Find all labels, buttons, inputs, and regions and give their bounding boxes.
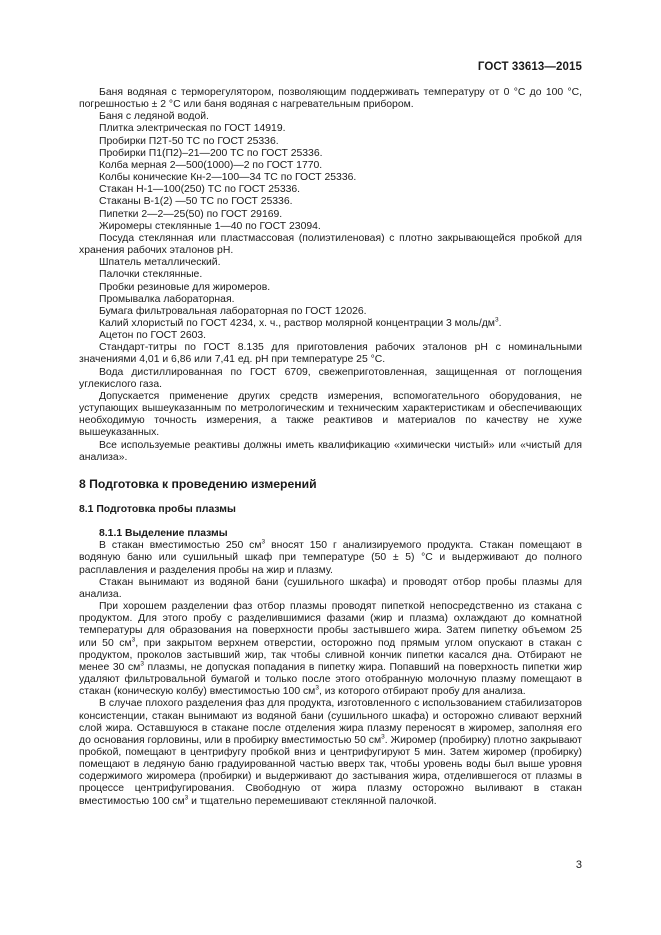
plasma-paragraph-2: Стакан вынимают из водяной бани (сушильного шкафа) и проводят отбор пробы плазмы для анализа. [79,576,582,600]
subsubsection-heading: 8.1.1 Выделение плазмы [99,528,228,540]
acetone-paragraph: Ацетон по ГОСТ 2603. [99,330,207,342]
titr-paragraph: Стандарт-титры по ГОСТ 8.135 для приготовления рабочих эталонов рН с номинальными значениями 4,01 и 6,86 или 7,41 ед. рН при температуре 25 °С. [79,342,582,366]
list-item: Бумага фильтровальная лабораторная по ГОСТ 12026. [99,305,367,317]
section-heading: 8 Подготовка к проведению измерений [79,476,317,491]
list-item: Колбы конические Кн-2—100—34 ТС по ГОСТ 25336. [99,172,357,184]
water-paragraph: Вода дистиллированная по ГОСТ 6709, свежеприготовленная, защищенная от поглощения углекислого газа. [79,366,582,390]
page-content [79,87,582,808]
allowed-paragraph: Допускается применение других средств измерения, вспомогательного оборудования, не уступающих вышеуказанным по метрологическим и техническим характеристикам и обеспечивающих необходимую точность измерения, а также реактивов и материалов по качеству не хуже вышеуказанных. [79,390,582,439]
subsection-heading: 8.1 Подготовка пробы плазмы [79,504,236,515]
list-item: Пробки резиновые для жиромеров. [99,281,271,293]
list-item: Шпатель металлический. [99,257,221,269]
plasma-paragraph-3: При хорошем разделении фаз отбор плазмы проводят пипеткой непосредственно из стакана с продуктом. Для этого пробу с разделившимися фазами (жир и плазма) охлаждают до комнатной температуры для образования на поверхности пробы застывшего жира. Затем пипетку объемом 25 или 50 $см^3$, при закрытом верхнем отверстии, осторожно под прямым углом опускают в стакан с продуктом, проколов застывший жир, так чтобы сливной кончик пипетки касался дна. Отбирают не менее 30 $см^3$ плазмы, не допуская попадания в пипетку жира. Попавший на поверхность пипетки жир удаляют фильтровальной бумагой и только после этого отобранную молочную плазму помещают в стакан (коническую колбу) вместимостью 100 $см^3$, из которого отбирают пробу для анализа. [79,601,583,698]
list-item: Стаканы В-1(2) —50 ТС по ГОСТ 25336. [99,196,293,208]
list-item: Стакан Н-1—100(250) ТС по ГОСТ 25336. [99,184,301,196]
list-item: Плитка электрическая по ГОСТ 14919. [99,123,286,135]
reagents-paragraph: Все используемые реактивы должны иметь квалификацию «химически чистый» или «чистый для анализа». [79,439,582,463]
list-item: Жиромеры стеклянные 1—40 по ГОСТ 23094. [99,220,321,232]
standard-header: ГОСТ 33613—2015 [477,61,582,73]
list-item: Пипетки 2—2—25(50) по ГОСТ 29169. [99,208,283,220]
list-item: Промывалка лабораторная. [99,293,235,305]
list-item: Пробирки П2Т-50 ТС по ГОСТ 25336. [99,135,279,147]
equipment-list [79,111,582,233]
list-item: Палочки стеклянные. [99,269,203,281]
bath-paragraph: Баня водяная с терморегулятором, позволяющим поддерживать температуру от 0 °С до 100 °С, погрешностью ± 2 °С или баня водяная с нагревательным прибором. [79,87,582,111]
page-number: 3 [575,859,582,871]
vessel-paragraph: Посуда стеклянная или пластмассовая (полиэтиленовая) с плотно закрывающейся пробкой для хранения рабочих эталонов рН. [79,232,582,257]
kcl-paragraph: Калий хлористый по ГОСТ 4234, х. ч., раствор молярной концентрации 3 моль/$дм^3$. [99,316,502,329]
equipment-list-2 [79,257,582,318]
list-item: Баня с ледяной водой. [99,111,209,123]
list-item: Колба мерная 2—500(1000)—2 по ГОСТ 1770. [99,159,323,171]
plasma-paragraph-4: В случае плохого разделения фаз для продукта, изготовленного с использованием стабилизаторов консистенции, стакан вынимают из водяной бани (сушильного шкафа) и осторожно сливают верхний слой жира. Оставшуюся в стакане после отделения жира плазму переносят в жиромер, заполняя его до основания горловины, или в пробирку вместимостью 50 $см^3$. Жиромер (пробирку) плотно закрывают пробкой, помещают в центрифугу пробкой вниз и центрифугируют 5 мин. Затем жиромер (пробирку) помещают в ледяную баню градуированной частью вверх так, чтобы уровень воды был выше уровня содержимого жиромера (пробирки) и выдерживают до застывания жира, отделившегося от плазмы в процессе центрифугирования. Свободную от жира плазму осторожно выливают в стакан вместимостью 100 $см^3$ и тщательно перемешивают стеклянной палочкой. [79,698,582,807]
plasma-paragraph-1: В стакан вместимостью 250 $см^3$ вносят 150 г анализируемого продукта. Стакан помещают в водяную баню или сушильный шкаф при температуре (50 ± 5) °С и выдерживают до полного расплавления и разделения пробы на жир и плазму. [79,538,582,576]
list-item: Пробирки П1(П2)–21—200 ТС по ГОСТ 25336. [99,147,323,159]
